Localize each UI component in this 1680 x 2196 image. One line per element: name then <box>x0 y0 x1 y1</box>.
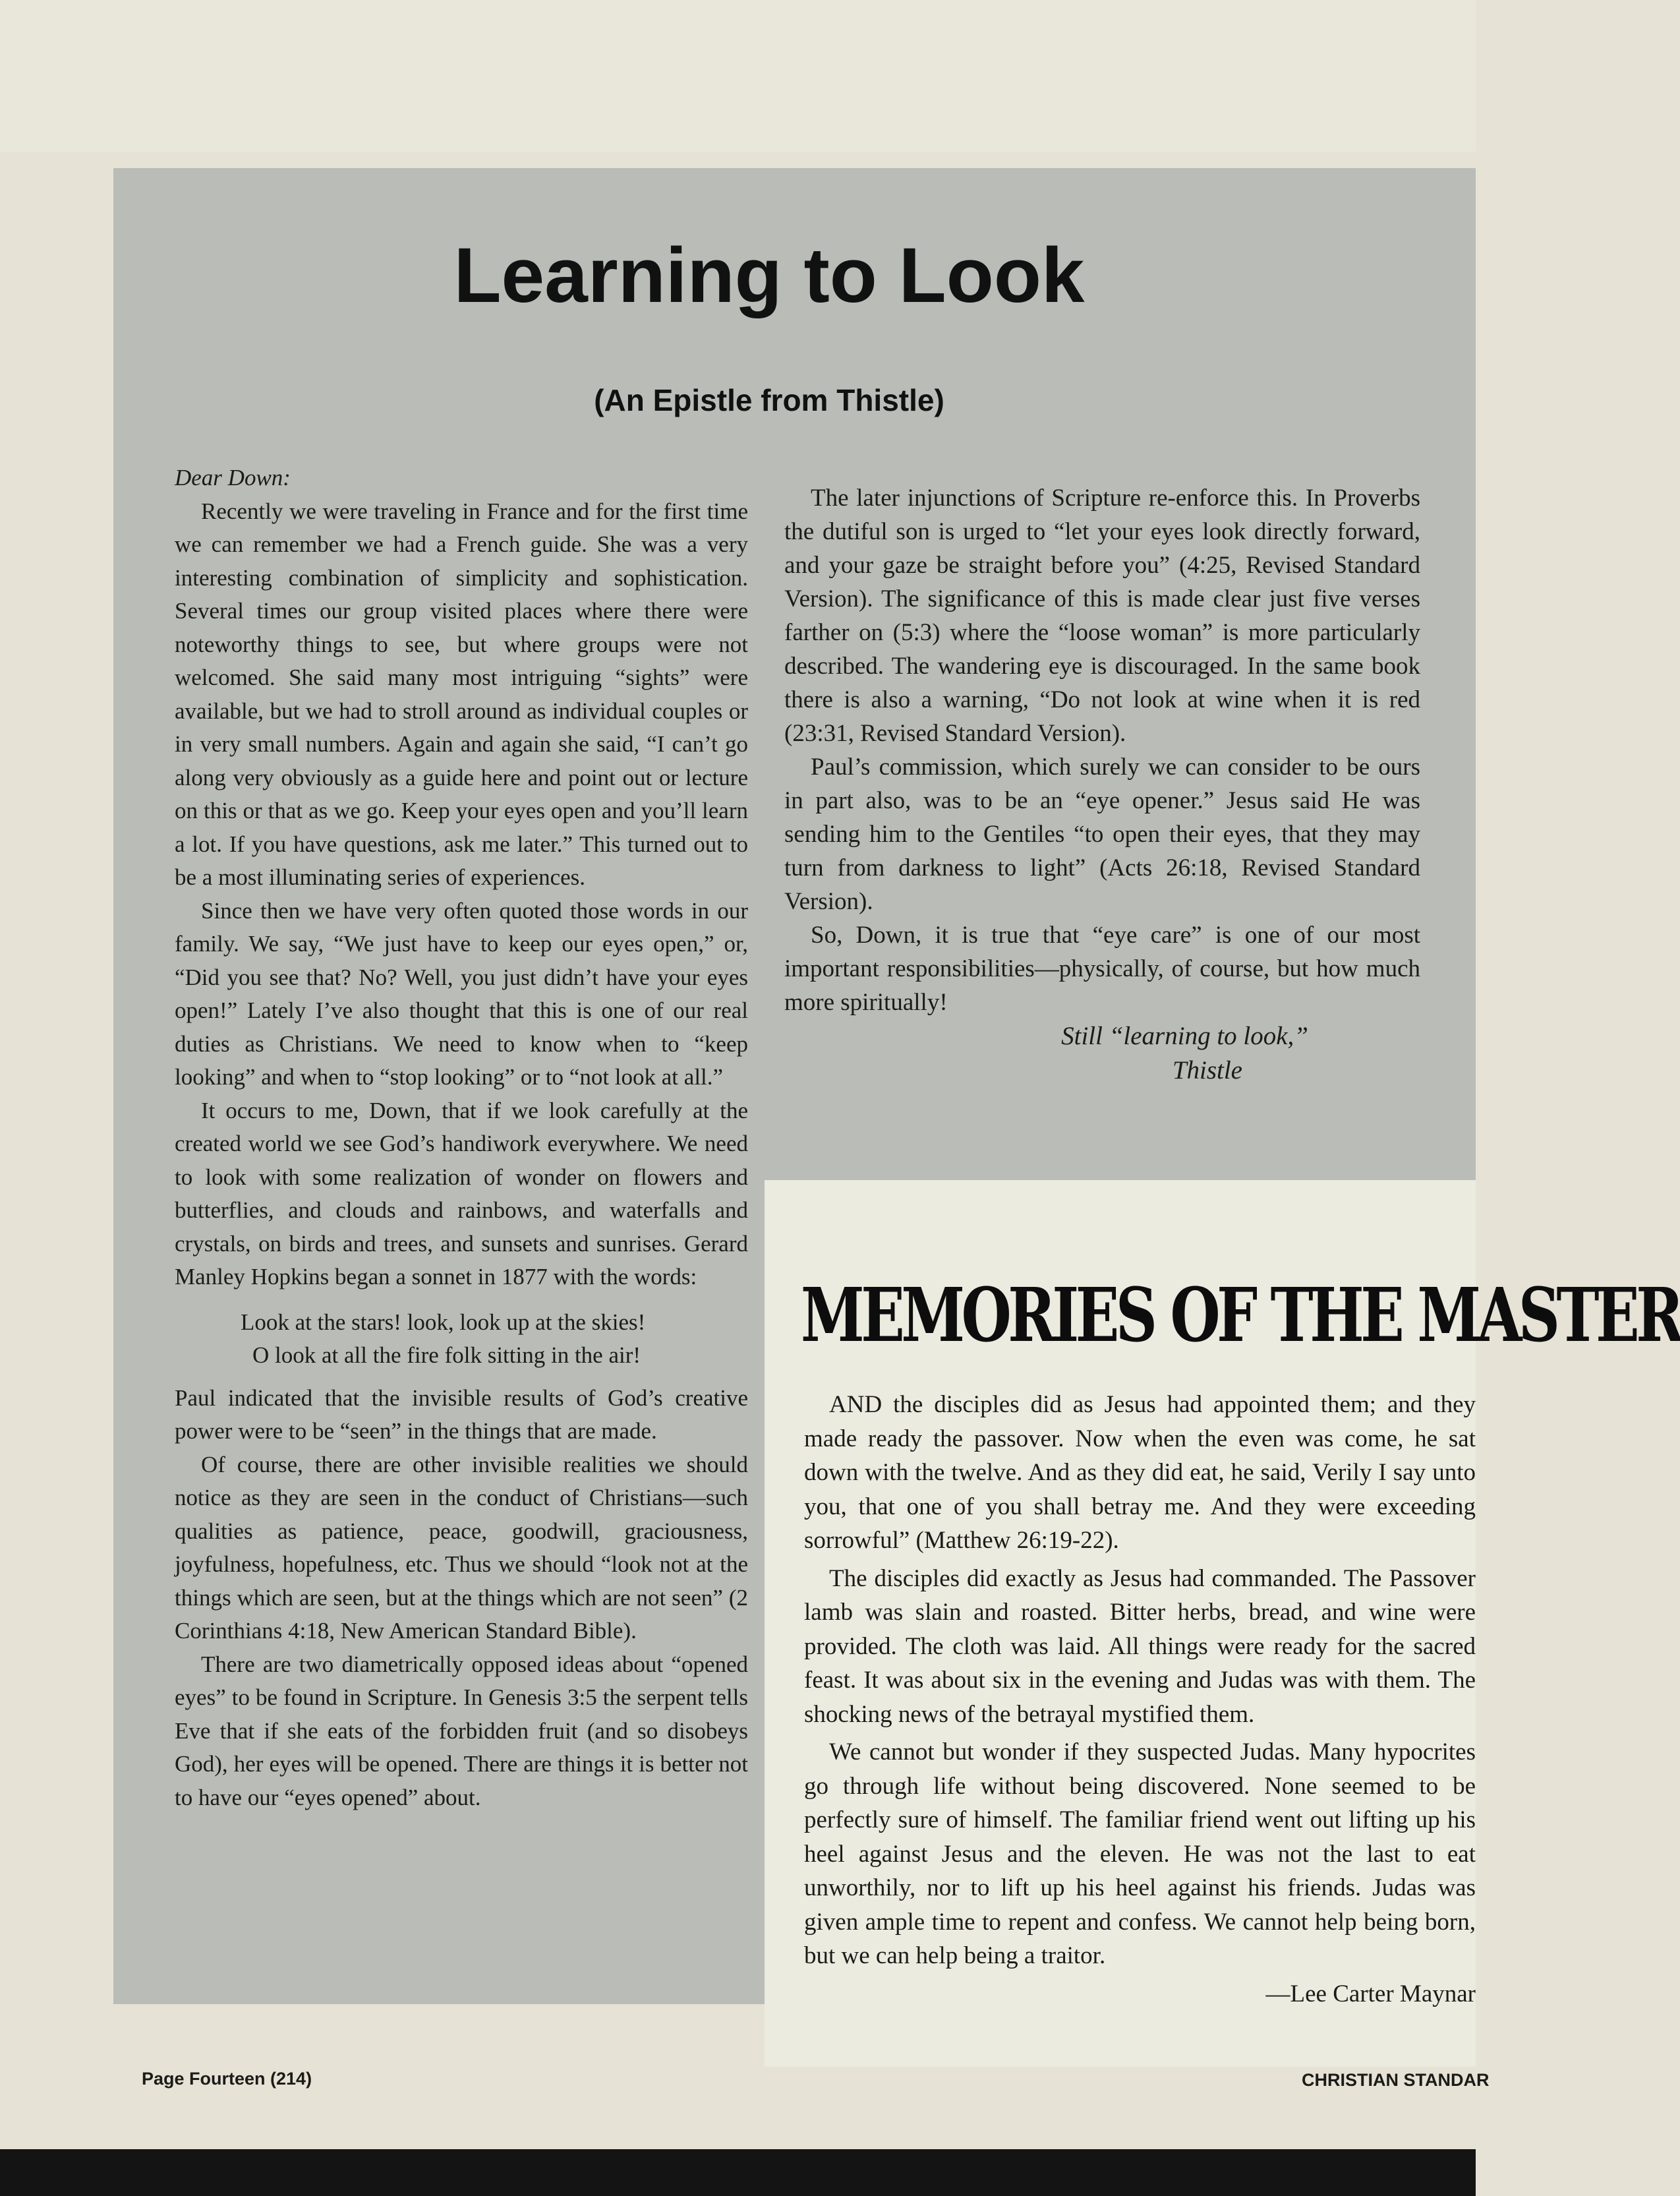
article-title: Learning to Look <box>453 232 1085 319</box>
page-top-margin <box>0 0 1476 152</box>
article-subtitle: (An Epistle from Thistle) <box>594 383 944 417</box>
body-paragraph: Paul’s commission, which surely we can consider to be ours in part also, was to be an “eye opener.” Jesus said He was sending him to the Gentiles “to open their eyes, that they may turn from darkness to light” (Acts 26:18, Revised Standard Version). <box>784 754 1420 915</box>
left-column <box>175 461 748 1814</box>
page-number: Page Fourteen (214) <box>142 2069 312 2089</box>
body-paragraph: Since then we have very often quoted those words in our family. We say, “We just have to keep our eyes open,” or, “Did you see that? No? Well, you just didn’t have your eyes open!” Lately I’ve also thought that this is one of our real duties as Christians. We need to know when to “keep looking” and when to “stop looking” or to “not look at all.” <box>175 897 748 1090</box>
scan-bottom-edge <box>0 2149 1476 2196</box>
memories-paragraph: We cannot but wonder if they suspected Judas. Many hypocrites go through life without being discovered. None seemed to be perfectly sure of himself. The familiar friend went out lifting up his heel against Jesus and the eleven. He was not the last to eat unworthily, nor to lift up his heel against his friends. Judas was given ample time to repent and confess. We cannot help being born, but we can help being a traitor. <box>804 1738 1476 1969</box>
body-paragraph: Recently we were traveling in France and for the first time we can remember we had a French guide. She was a very interesting combination of simplicity and sophistication. Several times our group visited places where there were noteworthy things to see, but where groups were not welcomed. She said many most intriguing “sights” were available, but we had to stroll around as individual couples or in very small numbers. Again and again she said, “I can’t go along very obviously as a guide here and point out or lecture on this or that as we go. Keep your eyes open and you’ll learn a lot. If you have questions, ask me later.” This turned out to be a most illuminating series of experiences. <box>175 498 748 890</box>
memories-paragraph: AND the disciples did as Jesus had appointed them; and they made ready the passover. Now when the even was come, he sat down with the twelve. And as they did eat, he said, Verily I say unto you, that one of you shall betray me. And they were exceeding sorrowful” (Matthew 26:19-22). <box>804 1391 1476 1554</box>
body-paragraph: The later injunctions of Scripture re-enforce this. In Proverbs the dutiful son is urged to “let your eyes look directly forward, and your gaze be straight before you” (4:25, Revised Standard Version). The significance of this is made clear just five verses farther on (5:3) where the “loose woman” is more particularly described. The wandering eye is discouraged. In the same book there is also a warning, “Do not look at wine when it is red (23:31, Revised Standard Version). <box>784 485 1420 747</box>
salutation: Dear Down: <box>175 465 291 490</box>
body-paragraph: There are two diametrically opposed ideas about “opened eyes” to be found in Scripture. In Genesis 3:5 the serpent tells Eve that if she eats of the forbidden fruit (and so disobeys God), her eyes will be opened. There are things it is better not to have our “eyes opened” about. <box>175 1651 748 1810</box>
memories-paragraph: The disciples did exactly as Jesus had commanded. The Passover lamb was slain and roasted. Bitter herbs, bread, and wine were provided. The cloth was laid. All things were ready for the sacred feast. It was about six in the evening and Judas was with them. The shocking news of the betrayal mystified them. <box>804 1564 1476 1728</box>
body-paragraph: It occurs to me, Down, that if we look carefully at the created world we see God’s handiwork everywhere. We need to look with some realization of wonder on flowers and butterflies, and clouds and rainbows, and waterfalls and crystals, on birds and trees, and sunsets and sunrises. Gerard Manley Hopkins began a sonnet in 1877 with the words: <box>175 1097 748 1290</box>
publication-name: CHRISTIAN STANDAR <box>1302 2070 1490 2090</box>
poem-quote <box>175 1306 748 1373</box>
body-paragraph: So, Down, it is true that “eye care” is one of our most important responsibilities—physically, of course, but how much more spiritually! <box>784 922 1420 1016</box>
poem-line: O look at all the fire folk sitting in the air! <box>252 1342 641 1368</box>
body-paragraph: Paul indicated that the invisible results of God’s creative power were to be “seen” in the things that are made. <box>175 1384 748 1444</box>
memories-column <box>804 1388 1476 2011</box>
signature: Thistle <box>1172 1056 1242 1084</box>
memories-title: MEMORIES OF THE MASTER <box>801 1272 1680 1359</box>
poem-line: Look at the stars! look, look up at the skies! <box>241 1309 646 1335</box>
memories-author: —Lee Carter Maynar <box>1265 1980 1476 2007</box>
right-column <box>784 481 1420 1088</box>
body-paragraph: Of course, there are other invisible realities we should notice as they are seen in the conduct of Christians—such qualities as patience, peace, goodwill, graciousness, joyfulness, hopefulness, etc. Thus we should “look not at the things which are seen, but at the things which are not seen” (2 Corinthians 4:18, New American Standard Bible). <box>175 1451 748 1644</box>
signoff: Still “learning to look,” <box>1061 1022 1308 1050</box>
